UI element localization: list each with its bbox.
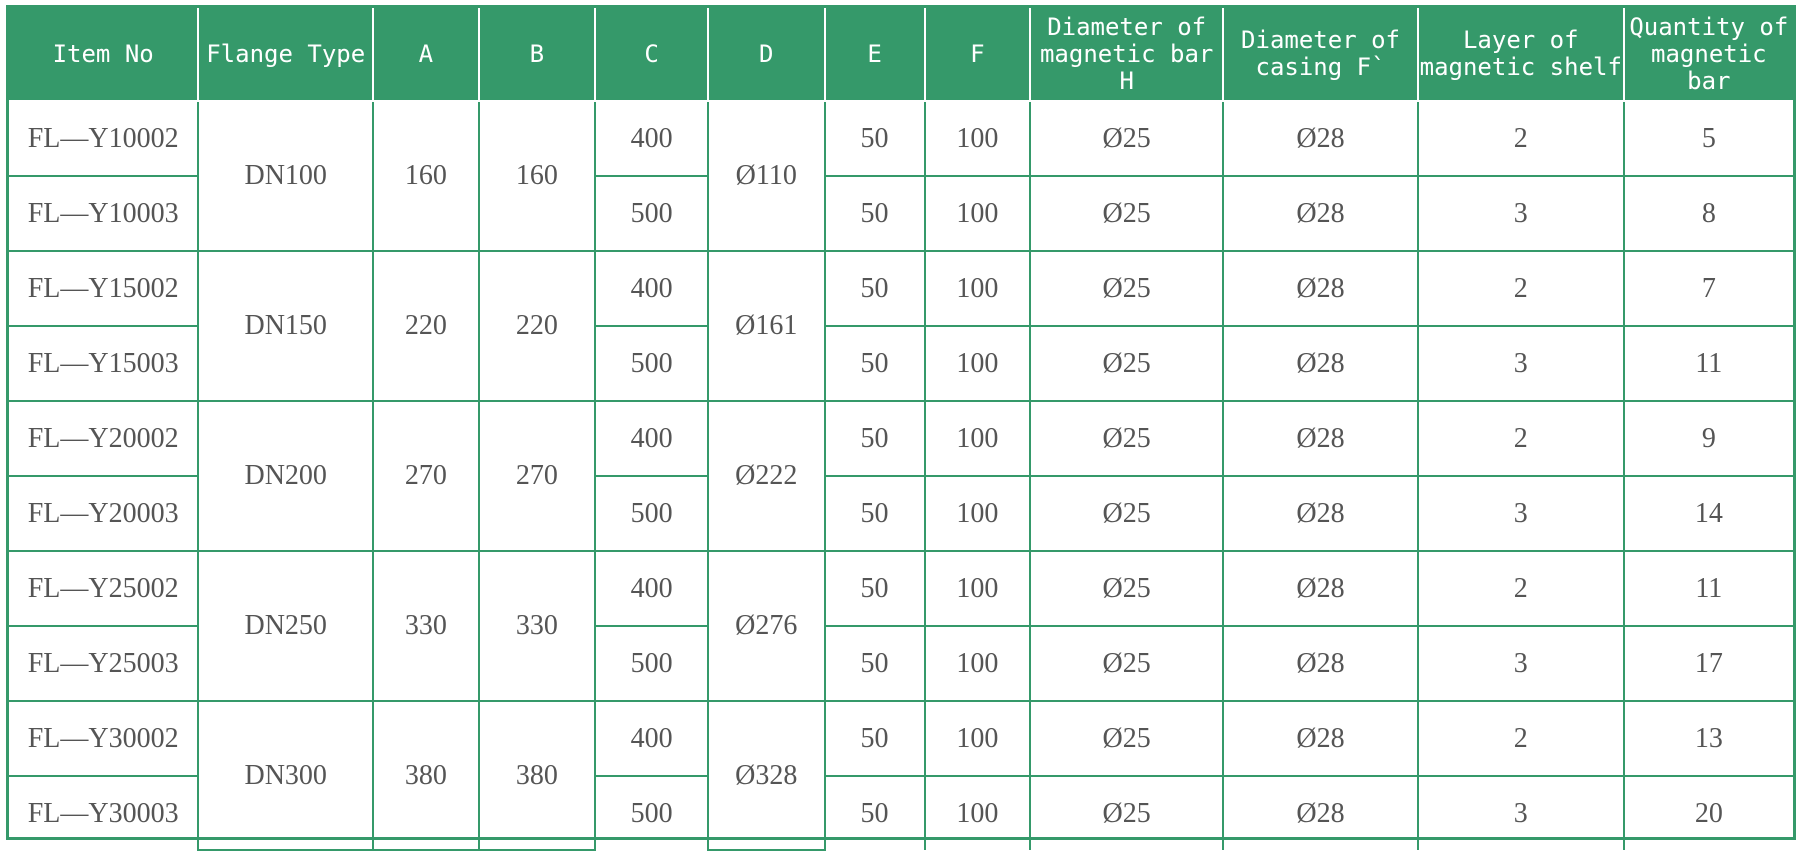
shelf-layer-cell: 2 [1418,401,1624,476]
a-cell: 330 [373,551,479,701]
e-cell: 50 [825,776,925,850]
shelf-layer-cell: 3 [1418,476,1624,551]
magnetic-bar-diameter-cell: Ø25 [1030,326,1223,401]
f-cell: 100 [925,326,1031,401]
header-flange-type: Flange Type [198,8,373,101]
b-cell: 160 [479,101,596,251]
d-cell: Ø161 [708,251,825,401]
flange-type-cell: DN200 [198,401,373,551]
header-a: A [373,8,479,101]
bar-quantity-cell: 20 [1624,776,1793,850]
casing-diameter-cell: Ø28 [1223,251,1418,326]
e-cell: 50 [825,401,925,476]
magnetic-filter-spec-table [9,8,1793,851]
f-cell: 100 [925,251,1031,326]
item-no-cell: FL—Y20002 [9,401,198,476]
header-item-no: Item No [9,8,198,101]
c-cell: 400 [595,701,708,776]
header-e: E [825,8,925,101]
f-cell: 100 [925,101,1031,176]
header-shelf-layer: Layer of magnetic shelf [1418,8,1624,101]
flange-type-cell: DN300 [198,701,373,850]
c-cell: 400 [595,551,708,626]
magnetic-bar-diameter-cell: Ø25 [1030,626,1223,701]
d-cell: Ø276 [708,551,825,701]
table-row [9,701,1793,776]
casing-diameter-cell: Ø28 [1223,551,1418,626]
magnetic-bar-diameter-cell: Ø25 [1030,251,1223,326]
f-cell: 100 [925,776,1031,850]
bar-quantity-cell: 13 [1624,701,1793,776]
item-no-cell: FL—Y30003 [9,776,198,850]
c-cell: 400 [595,101,708,176]
c-cell: 400 [595,251,708,326]
e-cell: 50 [825,476,925,551]
header-f: F [925,8,1031,101]
e-cell: 50 [825,101,925,176]
bar-quantity-cell: 11 [1624,326,1793,401]
item-no-cell: FL—Y25003 [9,626,198,701]
d-cell: Ø110 [708,101,825,251]
casing-diameter-cell: Ø28 [1223,701,1418,776]
casing-diameter-cell: Ø28 [1223,626,1418,701]
flange-type-cell: DN250 [198,551,373,701]
f-cell: 100 [925,176,1031,251]
table-row [9,401,1793,476]
e-cell: 50 [825,326,925,401]
casing-diameter-cell: Ø28 [1223,326,1418,401]
magnetic-bar-diameter-cell: Ø25 [1030,401,1223,476]
d-cell: Ø222 [708,401,825,551]
f-cell: 100 [925,626,1031,701]
item-no-cell: FL—Y15002 [9,251,198,326]
header-b: B [479,8,596,101]
c-cell: 500 [595,326,708,401]
magnetic-bar-diameter-cell: Ø25 [1030,476,1223,551]
header-magnetic-bar-diameter: Diameter of magnetic bar H [1030,8,1223,101]
item-no-cell: FL—Y30002 [9,701,198,776]
table-row [9,551,1793,626]
shelf-layer-cell: 2 [1418,701,1624,776]
magnetic-bar-diameter-cell: Ø25 [1030,551,1223,626]
bar-quantity-cell: 17 [1624,626,1793,701]
b-cell: 270 [479,401,596,551]
magnetic-bar-diameter-cell: Ø25 [1030,101,1223,176]
a-cell: 160 [373,101,479,251]
e-cell: 50 [825,251,925,326]
a-cell: 270 [373,401,479,551]
magnetic-bar-diameter-cell: Ø25 [1030,176,1223,251]
item-no-cell: FL—Y10002 [9,101,198,176]
header-bar-quantity: Quantity of magnetic bar [1624,8,1793,101]
f-cell: 100 [925,551,1031,626]
shelf-layer-cell: 3 [1418,776,1624,850]
item-no-cell: FL—Y10003 [9,176,198,251]
b-cell: 330 [479,551,596,701]
shelf-layer-cell: 2 [1418,251,1624,326]
item-no-cell: FL—Y20003 [9,476,198,551]
b-cell: 380 [479,701,596,850]
shelf-layer-cell: 2 [1418,551,1624,626]
bar-quantity-cell: 5 [1624,101,1793,176]
c-cell: 500 [595,776,708,850]
magnetic-bar-diameter-cell: Ø25 [1030,701,1223,776]
b-cell: 220 [479,251,596,401]
casing-diameter-cell: Ø28 [1223,101,1418,176]
item-no-cell: FL—Y15003 [9,326,198,401]
table-body [9,101,1793,850]
e-cell: 50 [825,551,925,626]
magnetic-bar-diameter-cell: Ø25 [1030,776,1223,850]
spec-table-frame [6,5,1796,840]
header-d: D [708,8,825,101]
d-cell: Ø328 [708,701,825,850]
shelf-layer-cell: 2 [1418,101,1624,176]
flange-type-cell: DN100 [198,101,373,251]
casing-diameter-cell: Ø28 [1223,776,1418,850]
f-cell: 100 [925,476,1031,551]
bar-quantity-cell: 11 [1624,551,1793,626]
bar-quantity-cell: 7 [1624,251,1793,326]
bar-quantity-cell: 14 [1624,476,1793,551]
shelf-layer-cell: 3 [1418,626,1624,701]
c-cell: 500 [595,176,708,251]
shelf-layer-cell: 3 [1418,326,1624,401]
table-header [9,8,1793,101]
c-cell: 500 [595,476,708,551]
header-c: C [595,8,708,101]
c-cell: 400 [595,401,708,476]
bar-quantity-cell: 8 [1624,176,1793,251]
a-cell: 220 [373,251,479,401]
casing-diameter-cell: Ø28 [1223,476,1418,551]
header-casing-diameter: Diameter of casing F` [1223,8,1418,101]
table-row [9,101,1793,176]
item-no-cell: FL—Y25002 [9,551,198,626]
header-row [9,8,1793,101]
c-cell: 500 [595,626,708,701]
casing-diameter-cell: Ø28 [1223,176,1418,251]
table-row [9,251,1793,326]
e-cell: 50 [825,701,925,776]
flange-type-cell: DN150 [198,251,373,401]
a-cell: 380 [373,701,479,850]
f-cell: 100 [925,401,1031,476]
shelf-layer-cell: 3 [1418,176,1624,251]
e-cell: 50 [825,626,925,701]
bar-quantity-cell: 9 [1624,401,1793,476]
f-cell: 100 [925,701,1031,776]
casing-diameter-cell: Ø28 [1223,401,1418,476]
e-cell: 50 [825,176,925,251]
